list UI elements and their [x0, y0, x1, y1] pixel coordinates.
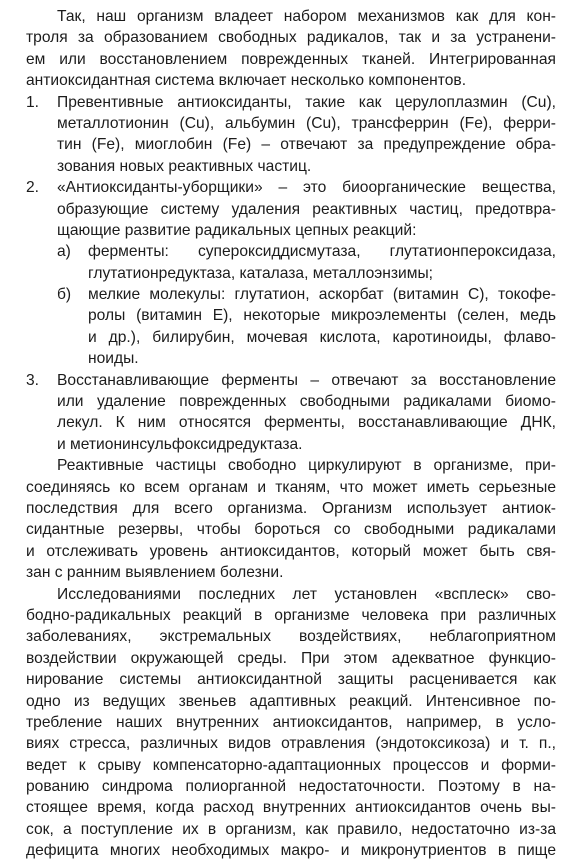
text-line: или удаление поврежденных свободными радикалами биомо- [57, 393, 556, 411]
item-text: Восстанавливающие ферменты – отвечают за восстановление [57, 371, 556, 389]
text-line: дефицита многих необходимых макро- и микронутриентов в пище [26, 842, 556, 860]
list-item-1 [26, 92, 556, 178]
text-line: Исследованиями последних лет установлен «всплеск» сво- [57, 585, 556, 603]
text-line [26, 92, 556, 113]
text-line: заболеваниях, экстремальных воздействиях, неблагоприятном [26, 628, 556, 646]
text-line: бодно-радикальных реакций в организме человека при различных [26, 606, 556, 624]
text-line: рованию синдрома полиорганной недостаточности. Поэтому в на- [26, 778, 556, 796]
list-marker: 3. [26, 371, 40, 389]
paragraph-3 [26, 584, 556, 862]
text-line: последствия для всего организма. Организм использует антиок- [26, 499, 556, 517]
text-line: тин (Fe), миоглобин (Fe) – отвечают за предупреждение обра- [57, 136, 556, 154]
list-marker: 1. [26, 93, 40, 111]
list-marker: 2. [26, 179, 40, 197]
item-text: «Антиоксиданты-уборщики» – это биоорганические вещества, [57, 179, 556, 197]
text-line: троля за образованием свободных радикалов, так и за устранени- [26, 29, 556, 47]
text-line: виях стресса, различных видов отравления (эндотоксикоза) и т. п., [26, 735, 556, 753]
text-line [26, 284, 556, 305]
text-line [26, 370, 556, 391]
sublist-marker: а) [57, 243, 71, 261]
text-line: сок, а поступление их в организм, как правило, недостаточно из-за [26, 820, 556, 838]
text-line [26, 177, 556, 198]
text-line: лекул. К ним относятся ферменты, восстанавливающие ДНК, [57, 414, 556, 432]
sublist-marker: б) [57, 286, 72, 304]
text-line: зан с ранним выявлением болезни. [26, 564, 284, 582]
text-line: образующие систему удаления реактивных частиц, предотвра- [57, 200, 556, 218]
item-text: мелкие молекулы: глутатион, аскорбат (витамин С), токофе- [88, 286, 556, 304]
text-line: стоящее время, когда расход внутренних антиоксидантов очень вы- [26, 799, 556, 817]
text-line: ведет к срыву компенсаторно-адаптационных процессов и форми- [26, 756, 556, 774]
text-line: и метионинсульфоксидредуктаза. [57, 435, 303, 453]
text-line: зования новых реактивных частиц. [57, 157, 312, 175]
text-line: Реактивные частицы свободно циркулируют в организме, при- [57, 457, 556, 475]
text-line: сидантные резервы, чтобы бороться со свободными радикалами [26, 521, 556, 539]
text-line: металлотионин (Cu), альбумин (Cu), трансферрин (Fe), ферри- [57, 114, 556, 132]
text-line: ноиды. [88, 350, 139, 368]
document-page [26, 6, 556, 862]
item-text: ферменты: супероксиддисмутаза, глутатионпероксидаза, [88, 243, 556, 261]
text-line: нирование системы антиоксидантной защиты расценивается как [26, 671, 556, 689]
paragraph-2 [26, 455, 556, 583]
text-line: воздействии окружающей среды. При этом адекватное функцио- [26, 649, 556, 667]
text-line: глутатионредуктаза, каталаза, металлоэнзимы; [88, 264, 433, 282]
intro-paragraph [26, 6, 556, 92]
list-item-2 [26, 177, 556, 370]
text-line: требление наших внутренних антиоксидантов, например, в усло- [26, 713, 556, 731]
text-line: одно из ведущих звеньев адаптивных реакций. Интенсивное по- [26, 692, 556, 710]
text-line: ролы (витамин Е), некоторые микроэлементы (селен, медь [88, 307, 556, 325]
text-line: и др.), билирубин, мочевая кислота, каротиноиды, флаво- [88, 328, 556, 346]
text-line: Так, наш организм владеет набором механизмов как для кон- [57, 8, 556, 25]
list-item-3 [26, 370, 556, 456]
text-line: соединяясь ко всем органам и тканям, что может иметь серьезные [26, 478, 556, 496]
text-line: ем или восстановлением поврежденных тканей. Интегрированная [26, 50, 556, 68]
item-text: Превентивные антиоксиданты, такие как церулоплазмин (Cu), [57, 93, 556, 111]
text-line: и отслеживать уровень антиоксидантов, который может быть свя- [26, 542, 556, 560]
text-line: щающие развитие радикальных цепных реакций: [57, 221, 417, 239]
text-line: антиоксидантная система включает несколько компонентов. [26, 72, 467, 90]
text-line [26, 241, 556, 262]
